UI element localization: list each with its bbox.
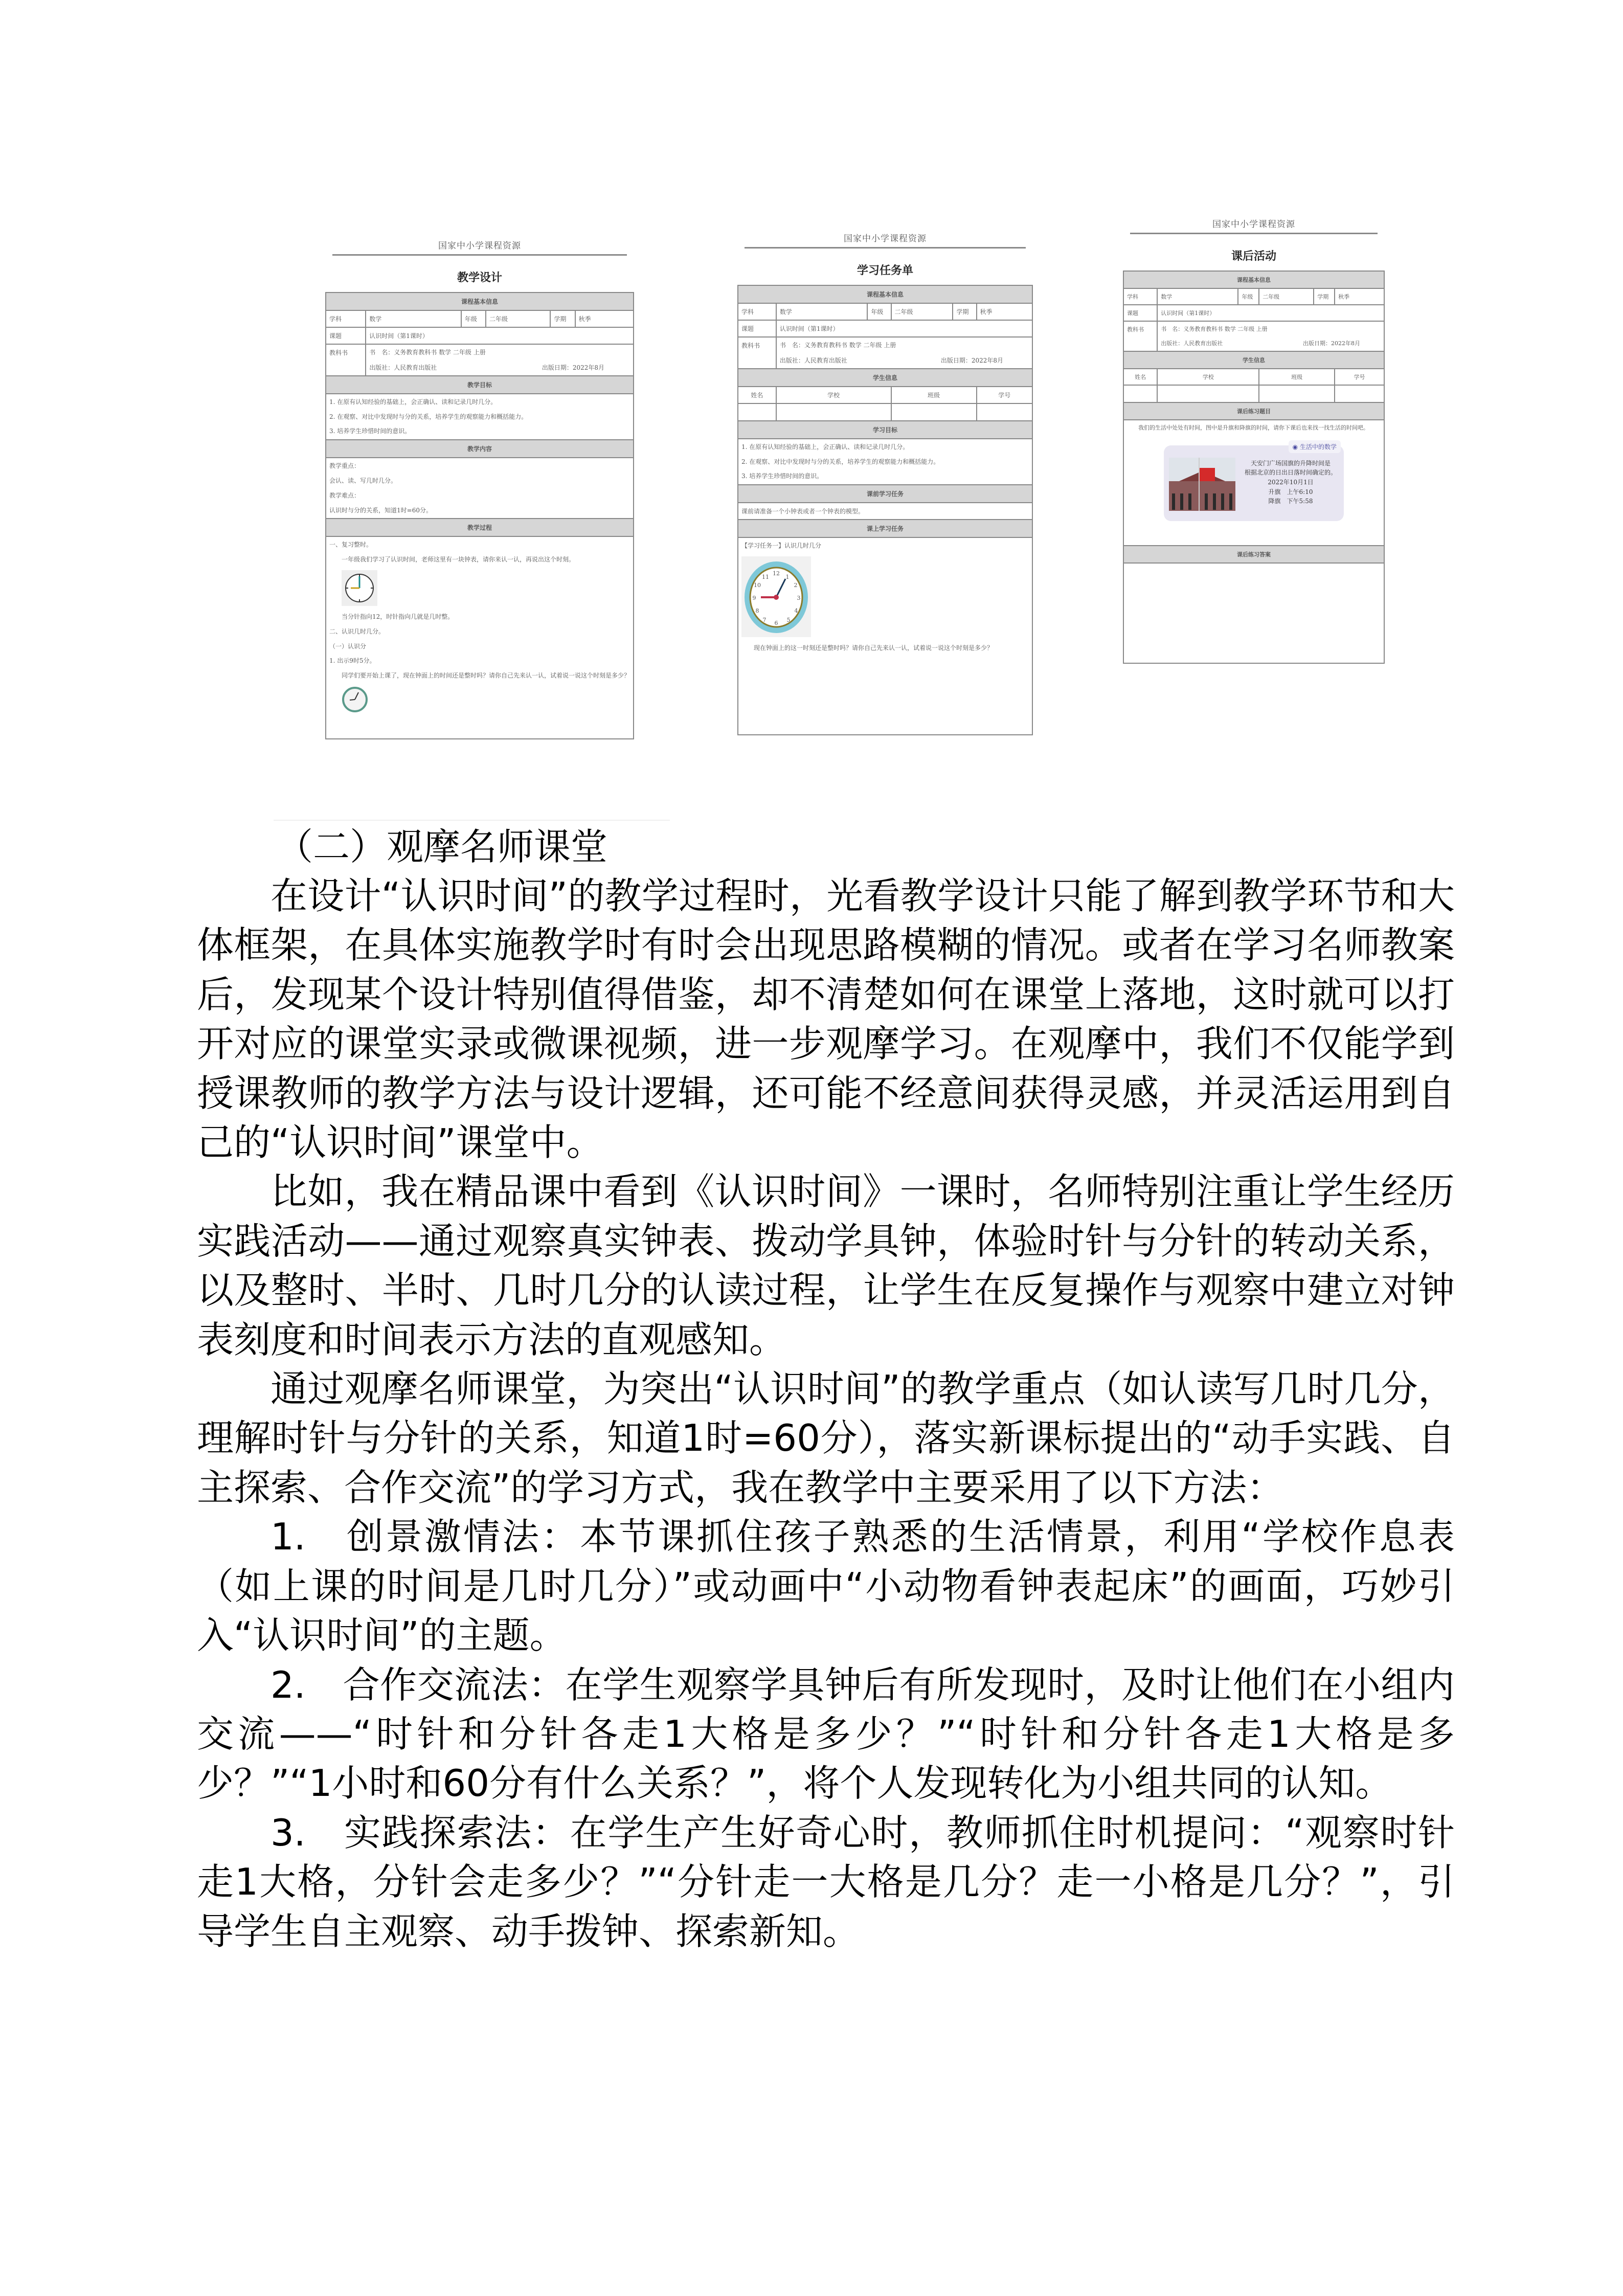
textbook-name: 书 名：义务教育教科书 数学 二年级 上册 (369, 349, 486, 356)
label-textbook: 教科书 (1123, 321, 1157, 351)
textbook-publisher: 出版社：人民教育出版社 (369, 364, 437, 371)
goals-list (326, 394, 634, 440)
pre-class-text: 课前请准备一个小钟表或者一个钟表的模型。 (738, 503, 1032, 520)
exercise-content (1123, 420, 1384, 546)
col-name: 姓名 (1123, 369, 1157, 385)
process-step: 一、复习整时。 (329, 541, 373, 549)
section-header-goals: 教学目标 (326, 376, 634, 394)
section-header-basic-info: 课程基本信息 (326, 292, 634, 310)
task-question: 现在钟面上的这一时刻还是整时吗？请你自己先来认一认，试着说一说这个时刻是多少？ (754, 644, 994, 651)
label-textbook: 教科书 (738, 337, 776, 369)
section-header-content: 教学内容 (326, 440, 634, 458)
process-step: 二、认识几时几分。 (329, 627, 385, 635)
section-header-basic-info: 课程基本信息 (1123, 271, 1384, 288)
article-body (197, 871, 1455, 1956)
value-term: 秋季 (1335, 288, 1384, 305)
svg-text:8: 8 (755, 607, 759, 614)
value-grade: 二年级 (1259, 288, 1314, 305)
col-student-id: 学号 (1335, 369, 1384, 385)
clock-image-nine-five (342, 686, 630, 714)
card-raise-time: 升旗 上午6:10 (1268, 488, 1313, 496)
thumbnail-learning-task-sheet (737, 231, 1033, 772)
value-subject: 数学 (1157, 288, 1238, 305)
label-subject: 学科 (738, 303, 776, 320)
textbook-publisher: 出版社：人民教育出版社 (1161, 340, 1223, 347)
clock-image-nine-oclock (342, 570, 630, 607)
doc-source-title: 国家中小学课程资源 (844, 234, 927, 244)
process-step: 同学们要开始上课了，现在钟面上的时间还是整时吗？请你自己先来认一认，试着说一说这个时刻是多少？ (342, 672, 630, 680)
textbook-pub-date: 出版日期：2022年8月 (940, 356, 1003, 364)
svg-text:1: 1 (785, 573, 790, 580)
cell-name-blank (738, 403, 776, 421)
section-header-exercise: 课后练习题目 (1123, 402, 1384, 420)
value-grade: 二年级 (486, 310, 550, 327)
value-topic: 认识时间（第1课时） (366, 327, 634, 344)
life-math-card (1164, 445, 1344, 521)
svg-text:12: 12 (773, 570, 780, 577)
label-grade: 年级 (461, 310, 486, 327)
svg-text:10: 10 (754, 581, 761, 589)
goal-item: 1. 在原有认知经验的基础上，会正确认、读和记录几时几分。 (329, 398, 497, 406)
section-header-student-info: 学生信息 (1123, 351, 1384, 369)
goal-item: 2. 在观察、对比中发现时与分的关系，培养学生的观察能力和概括能力。 (741, 458, 940, 465)
goal-item: 3. 培养学生珍惜时间的意识。 (329, 427, 411, 435)
label-topic: 课题 (1123, 305, 1157, 321)
cell-class-blank (891, 403, 977, 421)
value-subject: 数学 (366, 310, 461, 327)
content-list (326, 458, 634, 519)
textbook-pub-date: 出版日期：2022年8月 (542, 364, 604, 371)
textbook-name: 书 名：义务教育教科书 数学 二年级 上册 (779, 342, 896, 349)
svg-text:7: 7 (762, 616, 767, 623)
process-step: 1. 出示9时5分。 (329, 657, 376, 665)
clock-image-nine-five-large (741, 556, 1029, 639)
paragraph: 通过观摩名师课堂，为突出“认识时间”的教学重点（如认读写几时几分，理解时针与分针的关系，知道1时=60分），落实新课标提出的“动手实践、自主探索、合作交流”的学习方式，我在教学中主要采用了以下方法： (197, 1367, 1455, 1509)
doc-title: 教学设计 (457, 271, 502, 284)
card-lower-time: 降旗 下午5:58 (1268, 498, 1313, 505)
label-term: 学期 (1314, 288, 1335, 305)
textbook-name: 书 名：义务教育教科书 数学 二年级 上册 (1161, 326, 1268, 332)
doc-header-rule (1130, 233, 1378, 234)
col-class: 班级 (1259, 369, 1335, 385)
doc-table (1123, 271, 1385, 664)
value-textbook (366, 344, 634, 376)
value-textbook (1157, 321, 1384, 351)
section-header-goals: 学习目标 (738, 421, 1032, 439)
goal-item: 3. 培养学生珍惜时间的意识。 (741, 472, 823, 480)
svg-text:3: 3 (797, 594, 801, 601)
flag-raising-photo (1169, 458, 1235, 511)
textbook-publisher: 出版社：人民教育出版社 (779, 356, 847, 364)
label-subject: 学科 (326, 310, 366, 327)
svg-text:5: 5 (786, 616, 791, 623)
content-key-text: 会认、读、写几时几分。 (329, 477, 397, 484)
value-textbook (776, 337, 1032, 369)
method-item: 3. 实践探索法：在学生产生好奇心时，教师抓住时机提问：“观察时针走1大格，分针会走多少？”“分针走一大格是几分？走一小格是几分？”，引导学生自主观察、动手拨钟、探索新知。 (197, 1811, 1455, 1953)
section-heading: （二）观摩名师课堂 (276, 825, 608, 868)
clock-icon (342, 570, 377, 606)
col-class: 班级 (891, 387, 977, 403)
svg-text:11: 11 (762, 573, 769, 580)
cell-school-blank (776, 403, 891, 421)
value-term: 秋季 (575, 310, 634, 327)
value-term: 秋季 (977, 303, 1032, 320)
label-grade: 年级 (867, 303, 891, 320)
method-item: 2. 合作交流法：在学生观察学具钟后有所发现时，及时让他们在小组内交流——“时针和分针各走1大格是多少？”“时针和分针各走1大格是多少？”“1小时和60分有什么关系？”，将个人发现转化为小组共同的认知。 (197, 1663, 1455, 1805)
method-item: 1. 创景激情法：本节课抓住孩子熟悉的生活情景，利用“学校作息表（如上课的时间是几时几分）”或动画中“小动物看钟表起床”的画面，巧妙引入“认识时间”的主题。 (197, 1515, 1455, 1657)
section-header-student-info: 学生信息 (738, 369, 1032, 387)
doc-title: 学习任务单 (856, 264, 913, 277)
content-difficulty-label: 教学难点： (329, 491, 360, 499)
svg-text:9: 9 (752, 594, 756, 601)
exercise-text: 我们的生活中处处有时间，图中是升旗和降旗的时间，请你下课后也来找一找生活的时间吧。 (1138, 424, 1369, 432)
card-text (1239, 459, 1342, 506)
cell-school-blank (1157, 385, 1259, 402)
clock-icon (342, 686, 368, 713)
process-step: （一）认识分 (329, 642, 367, 650)
doc-header-rule (745, 247, 1026, 249)
card-tag (1289, 440, 1341, 453)
doc-table (325, 292, 634, 739)
paragraph: 比如，我在精品课中看到《认识时间》一课时，名师特别注重让学生经历实践活动——通过观察真实钟表、拨动学具钟，体验时针与分针的转动关系，以及整时、半时、几时几分的认读过程，让学生在反复操作与观察中建立对钟表刻度和时间表示方法的直观感知。 (197, 1170, 1455, 1361)
paragraph: 在设计“认识时间”的教学过程时，光看教学设计只能了解到教学环节和大体框架，在具体实施教学时有时会出现思路模糊的情况。或者在学习名师教案后，发现某个设计特别值得借鉴，却不清楚如何在课堂上落地，这时就可以打开对应的课堂实录或微课视频，进一步观摩学习。在观摩中，我们不仅能学到授课教师的教学方法与设计逻辑，还可能不经意间获得灵感，并灵活运用到自己的“认识时间”课堂中。 (197, 874, 1455, 1164)
content-key-label: 教学重点： (329, 462, 360, 470)
in-class-task (738, 537, 1032, 735)
goals-list (738, 439, 1032, 485)
card-text-line: 根据北京的日出日落时间确定的。 (1244, 469, 1337, 477)
card-text-line: 天安门广场国旗的升降时间是 (1250, 459, 1331, 467)
col-school: 学校 (776, 387, 891, 403)
svg-text:2: 2 (794, 581, 798, 589)
clock-icon (741, 556, 811, 637)
process-list (326, 536, 634, 739)
value-subject: 数学 (776, 303, 868, 320)
label-grade: 年级 (1238, 288, 1259, 305)
value-topic: 认识时间（第1课时） (1157, 305, 1384, 321)
label-topic: 课题 (326, 327, 366, 344)
task-title: 【学习任务一】认识几时几分 (741, 542, 822, 550)
goal-item: 1. 在原有认知经验的基础上，会正确认、读和记录几时几分。 (741, 443, 909, 451)
section-header-answers: 课后练习答案 (1123, 546, 1384, 563)
label-topic: 课题 (738, 320, 776, 337)
doc-header-rule (332, 254, 627, 256)
card-tag-icon: ◉ (1292, 443, 1298, 451)
value-grade: 二年级 (891, 303, 953, 320)
textbook-pub-date: 出版日期：2022年8月 (1303, 340, 1360, 347)
thumbnail-after-class-activity (1123, 217, 1385, 723)
section-header-basic-info: 课程基本信息 (738, 285, 1032, 303)
doc-title: 课后活动 (1231, 250, 1276, 263)
section-header-pre-class: 课前学习任务 (738, 485, 1032, 503)
process-step: 一年级我们学习了认识时间，老师这里有一块钟表，请你来认一认，再说出这个时刻。 (342, 556, 575, 564)
col-student-id: 学号 (977, 387, 1032, 403)
answers-blank (1123, 563, 1384, 663)
card-date: 2022年10月1日 (1268, 478, 1314, 486)
cell-id-blank (977, 403, 1032, 421)
goal-item: 2. 在观察、对比中发现时与分的关系，培养学生的观察能力和概括能力。 (329, 413, 528, 420)
cell-id-blank (1335, 385, 1384, 402)
card-tag-label: 生活中的数学 (1299, 443, 1337, 451)
label-term: 学期 (953, 303, 976, 320)
cell-name-blank (1123, 385, 1157, 402)
section-header-process: 教学过程 (326, 519, 634, 536)
process-step: 当分针指向12，时针指向几就是几时整。 (342, 613, 454, 620)
section-header-in-class: 课上学习任务 (738, 520, 1032, 537)
svg-text:4: 4 (794, 607, 798, 614)
content-difficulty-text: 认识时与分的关系，知道1时=60分。 (329, 506, 432, 514)
label-textbook: 教科书 (326, 344, 366, 376)
cell-class-blank (1259, 385, 1335, 402)
doc-source-title: 国家中小学课程资源 (438, 241, 521, 251)
label-subject: 学科 (1123, 288, 1157, 305)
thumbnail-teaching-design (325, 238, 634, 770)
doc-source-title: 国家中小学课程资源 (1212, 219, 1295, 230)
value-topic: 认识时间（第1课时） (776, 320, 1032, 337)
col-school: 学校 (1157, 369, 1259, 385)
svg-text:6: 6 (774, 619, 778, 626)
doc-table (737, 285, 1033, 735)
label-term: 学期 (550, 310, 575, 327)
divider (274, 820, 670, 821)
col-name: 姓名 (738, 387, 776, 403)
